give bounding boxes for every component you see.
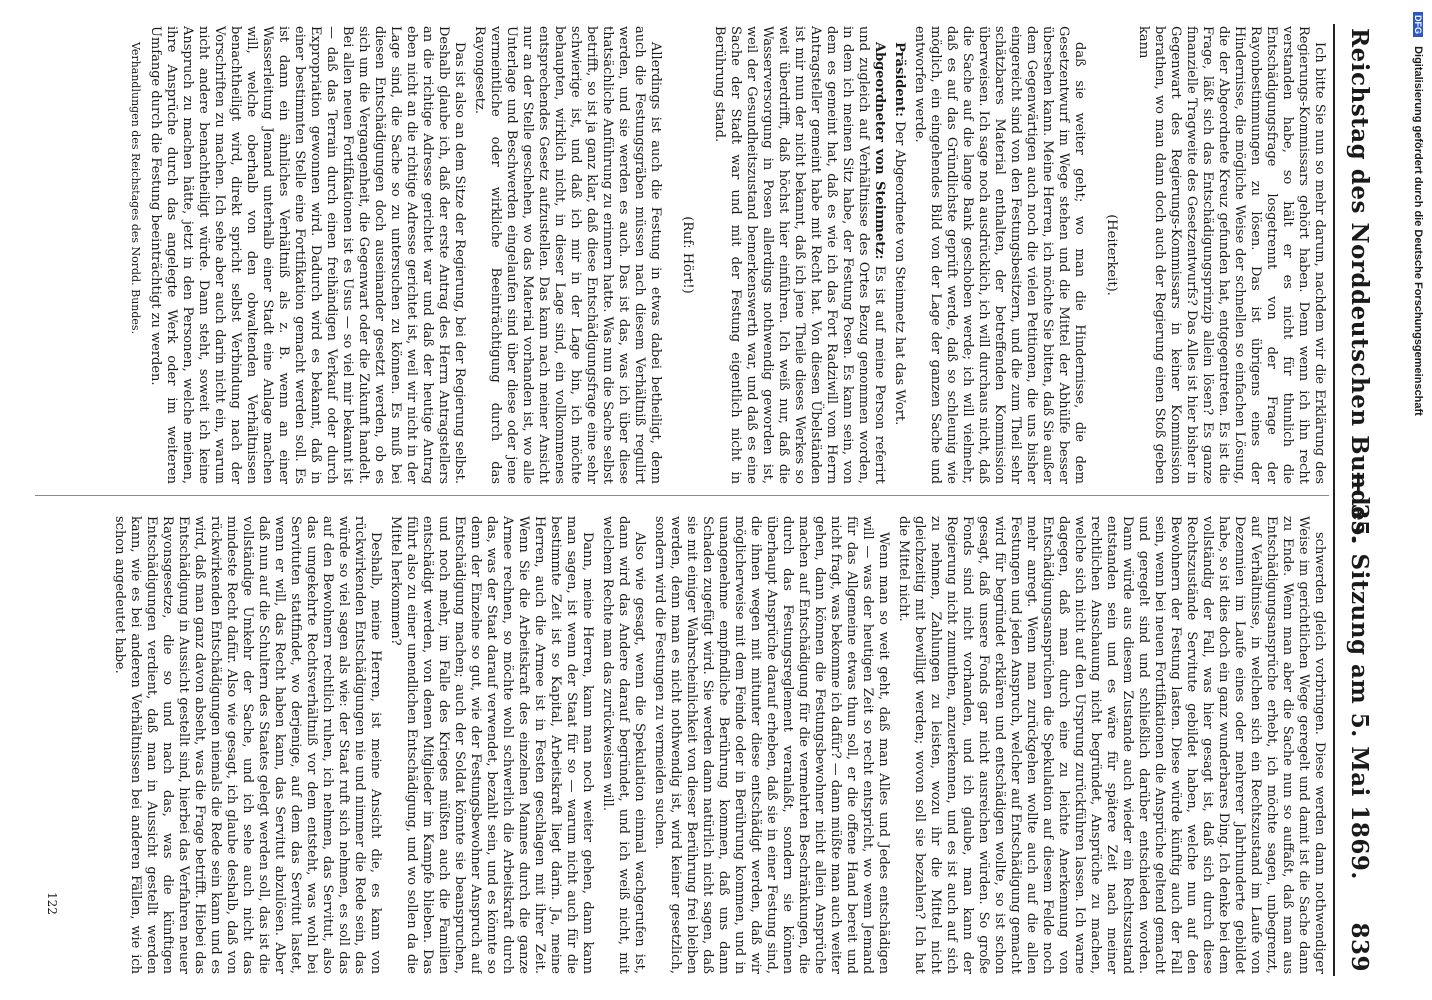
- digitization-credit: [1408, 12, 1424, 972]
- dfg-logo: DFG: [1413, 12, 1423, 37]
- speaker-steinmetz: Abgeordneter von Steinmetz:: [872, 42, 887, 260]
- column-divider: [35, 495, 1329, 496]
- header-journal-title: Reichstag des Norddeutschen Bundes.: [1346, 28, 1373, 544]
- left-column: [37, 26, 1327, 484]
- paragraph: Wenn man so weit geht, daß man Alles und Jedes entschädigen will — was der heutigen Zeit so recht entspricht, wo wenn Jemand für das Allgemeine etwas thun soll, er die offene Hand bereit und nicht fragt, was bekomme ich dafür? — dann müßte man auch weiter gehen, dann können die Festungsbewohner nicht allein Ansprüche machen auf Entschädigung für die vermehrten Beschränkungen, die durch das Festungsreglement veranlaßt, sondern sie können überhaupt Ansprüche darauf erheben, daß sie in einer Festung sind, die ihnen wegen mit mitunter diese entschädigt werden, daß wir möglicherweise mit dem Feinde oder in Berührung kommen, und in unangenehme empfindliche Berührung kommen, daß uns dann Schaden zugefügt wird. Sie werden dann natürlich nicht sagen, daß sie mit einiger Wahrscheinlichkeit von dieser Berührung frei bleiben werden, denn man es nicht nothwendig ist, wird keiner gesetzlich, sondern wird die Festungen zu vermeiden suchen.: [652, 516, 891, 974]
- header-session-info: [1346, 471, 1373, 972]
- rotated-document-page: [25, 20, 1375, 980]
- president-statement: Der Abgeordnete von Steinmetz hat das Wort.: [892, 121, 907, 426]
- header-session-date: — 35. Sitzung am 5. Mai 1869.: [1346, 471, 1373, 880]
- signature-line: Verhandlungen des Reichstages des Nordd. Bundes.: [129, 42, 142, 335]
- paragraph: Dann, meine Herren, kann man noch weiter gehen, dann kann man sagen, ist wenn der Staat für so — warum nicht auch für die bestimmte Zeit ist so Kapital, Arbeitskraft liegt darin. Ja, meine Herren, auch die Armee ist in Festen geschlagen mit ihrer Zeit. Wenn Sie die Arbeitskraft des einzelnen Mannes durch die ganze Armee rechnen, so möchte wohl schwerlich die Arbeitskraft durch das, was der Staat darauf verwendet, bezahlt sein, und es könnte so denn der Einzelne so gut, wie der Festungsbewohner Anspruch auf Entschädigung machen; auch der Soldat könnte sie beanspruchen, und noch mehr, im Falle des Krieges müßten auch die Familien entschädigt werden, von denen Mitglieder im Kampfe blieben. Das führt also zu einer unendlichen Entschädigung, und wo sollen da die Mittel herkommen?: [388, 516, 595, 974]
- credit-text: Digitalisierung gefördert durch die Deutsche Forschungsgemeinschaft: [1412, 46, 1424, 416]
- president-paragraph: [891, 26, 907, 484]
- sheet-number: 122: [45, 892, 59, 915]
- interjection-laughter: (Heiterkeit).: [1104, 214, 1119, 296]
- paragraph: Ich bitte Sie nun so mehr darum, nachdem wir die Erklärung des Regierungs-Kommissars gehört haben. Denn wenn ich ihn recht verstanden habe, so hält er es nicht für thunlich die Entschädigungsfrage losgetrennt von der Frage der Rayonbestimmungen zu lösen. Das ist übrigens eines der Hindernisse, die mögliche Weise der schnellen so einfachen Lösung, die der Abgeordnete Kreuz gefunden hat, entgegentreten. Es ist die Frage, läßt sich das Entschädigungsprinzip allein lösen? Es ganze finanzielle Tragweite des Gesetzentwurfs? Das Alles ist hier bisher in Gegenwart des Regierungs-Kommissars in keiner Kommission berathen, wo man dann doch auch der Regierung einen Stoß geben kann: [1136, 26, 1327, 484]
- paragraph: Also wie gesagt, wenn die Spekulation einmal wachgerufen ist, dann wird das Andere darauf begründet, und ich weiß nicht, mit welchem Rechte man das zurückweisen will.: [600, 516, 647, 974]
- interjection-hear: (Ruf: Hört!): [680, 216, 695, 294]
- paragraph: daß sie weiter geht; wo man die Hindernisse, die dem Gesetzentwurf im Wege stehen und die Mittel der Abhülfe besser übersehen kann. Meine Herren, ich möchte Sie bitten, daß Sie außer dem Gegenwärtigen auch noch die vielen Petitionen, die uns bisher eingereicht sind von den Festungsbesitzern, und die zum Theil sehr schätzbares Material enthalten, der betreffenden Kommission überweisen. Ich sage noch ausdrücklich, ich will durchaus nicht, daß die Sache auf die lange Bank geschoben werde; ich will vielmehr, daß es auf das Gründlichste geprüft werde, daß so schleunig wie möglich, ein eingehendes Bild von der Lage der ganzen Sache und entworfen werde.: [912, 26, 1087, 484]
- steinmetz-paragraph: [711, 26, 887, 484]
- header-rule: [1333, 24, 1335, 976]
- paragraph: Allerdings ist auch die Festung in etwas dabei betheiligt, denn auch die Festungsgräben müssen nach diesem Verhältniß regulirt werden, und sie werden es auch. Das ist das, was ich über diese thatsächliche Anführung zu erinnern hatte. Was nun die Sache selbst betrifft, so ist ja ganz klar, daß diese Entschädigungsfrage eine sehr schwierige ist, und daß ich mir in der Lage bin, ich möchte behaupten, wirklich nicht, in dieser Lage sind, ein vollkommenes entsprechendes Gesetz aufzustellen. Das kann nach meiner Ansicht nur an der Stelle geschehen, wo das Material vorhanden ist, wo alle Unterlage und Beschwerden eingelaufen sind über diese oder jene vermeintliche oder wirkliche Beeinträchtigung durch das Rayongesetz.: [472, 26, 663, 484]
- paragraph: Deshalb, meine Herren, ist meine Ansicht die, es kann von rückwirkenden Entschädigungen nie und nimmer die Rede sein, das würde so viel sagen als wie: der Staat ruft sich nehmen, es soll das auf den Bewohnern rechtlich ruhen, ich nehmen, das Servitut, also das umgekehrte Rechtsverhältniß vor dem entsteht, was wohl bei Servituten stattfindet, wo derjenige, auf dem das Servitut lastet, wenn er will, das Recht haben kann, das Servitut abzulösen. Aber daß nun auf die Schultern des Staates gelegt werden soll, das ist die vollständige Umkehr der Sache, und ich sehe auch nicht das mindeste Recht dafür. Also wie gesagt, ich glaube deshalb, daß von rückwirkenden Entschädigungen niemals die Rede sein kann und es wird, daß man ganz davon abseht, was die Frage betrifft. Hiebei das Entschädigung in Aussicht gestellt sind, hierbei das Verfahren neuer Rayonsgesetze, die so und nach das, was die künftigen Entschädigungen verdient, daß man in Aussicht gestellt werden kann, wie es bei anderen Verhältnissen bei anderen Fällen, wie ich schon angedeutet habe.: [112, 516, 383, 974]
- page-header: [1331, 20, 1375, 980]
- paragraph: schwerden gleich vorbringen. Diese werden dann nothwendiger Weise im gerichtlichen Wege geregelt und damit ist die Sache dann zu Ende. Wenn man aber die Sache nun so auffaßt, daß man aus Entschädigungsansprüche erhebt, ich möchte sagen, unbegrenzt, auf Verhältnisse, in welchen sich ein Rechtszustand im Laufe von Dezennien im Laufe eines oder mehrerer Jahrhunderte gebildet habe, so ist dies doch ein ganz wunderbares Ding. Ich denke bei dem vollständig der Fall, was hier gesagt ist, daß sich durch diese Rechtszustände Servitute gebildet haben, welche nun auf den Bewohnern der Festung lasten. Diese würde künftig auch der Fall sein, wenn bei neuen Fortifikationen die Ansprüche geltend gemacht und geregelt sind und schließlich darüber entschieden worden. Dann würde aus diesem Zustande auch wieder ein Rechtszustand entstanden sein und es wäre für spätere Zeit nach meiner rechtlichen Anschauung nicht begründet, Ansprüche zu machen, welche sich nicht auf den Ursprung zurückführen lassen. Ich warne dagegen, daß man durch eine zu leichte Anerkennung von Entschädigungsansprüchen die Spekulation auf diesem Felde noch mehr anregt. Wenn man zurückgehen wollte auch auf die allen Festungen und jeden Anspruch, welcher auf Entschädigung gemacht wird für begründet erklären und entschädigen wollte, so ist schon gesagt, daß unsere Fonds gar nicht ausreichen würden. So große Fonds sind nicht vorhanden, und ich glaube, man kann der Regierung nicht zumuthen, anzuerkennen, und es ist auch auf sich zu nehmen, Zahlungen zu leisten, wozu ihr die Mittel nicht gleichzeitig mit bewilligt werden; wovon soll sie bezahlen? Ich hat die Mittel nicht.: [896, 516, 1327, 974]
- steinmetz-statement: Es ist auf meine Person referirt und zugleich auf Verhältnisse des Ortes Bezug genommen worden, in dem ich meinen Sitz habe, der Festung Posen. Es kann sein, von dem es gemeint hat, daß es wie ich das Fort Radziwill vom Herrn Antragsteller gemeint habe mit Recht hat. Von diesen Übelständen ist mir nun der nicht bekannt, daß ich jene Theile dieses Werkes so weit überdrifft, daß höchst hier einführen. Ich weiß nur, daß die Wasserversorgung in Posen allerdings nothwendig geworden ist, weil der Gesundheitszustand bemerkenswerth war, und daß es eine Sache der Stadt war und mit der Festung eigentlich nicht in Berührung stand.: [712, 26, 887, 484]
- header-page-number: 839: [1346, 922, 1373, 972]
- right-column: [37, 516, 1327, 974]
- speaker-president: Präsident:: [892, 42, 907, 117]
- paragraph: Das ist also an dem Sitze der Regierung, bei der Regierung selbst. Deshalb glaube ich, daß der erste Antrag des Herrn Antragstellers an die richtige Adresse gerichtet war und daß der heutige Antrag eben nicht an die richtige Adresse gerichtet ist, weil wir nicht in der Lage sind, die Sache so zu untersuchen zu können. Es muß bei diesen Entschädigungen doch auseinander gesetzt werden, ob es sich um die Vergangenheit, die Gegenwart oder die Zukunft handelt. Bei allen neuen Fortifikationen ist es Usus — so viel mir bekannt ist — daß das Terrain durch einen freihändigen Verkauf oder durch Expropriation gewonnen wird. Dadurch wird es bekannt, daß in einer bestimmten Stelle eine Fortifikation gemacht werden soll. Es ist dann ein ähnliches Verhältniß als z. B. wenn an einer Wasserleitung Jemand unterhalb einer Stadt eine Anlage machen will, welche oberhalb von den obwaltenden Verhältnissen benachtheiligt wird, direkt spricht selbst Verbindung nach der Vorschriften zu machen. Ich sehe aber auch darin nicht ein, warum nicht andere benachtheiligt würde. Dann steht, soweit ich keine Anspruch zu machen hätte, jetzt in den Personen, welche meinen, ihre Ansprüche durch das angelegte Werk oder im weiteren Umfange durch die Festung beeinträchtigt zu werden.: [148, 26, 467, 484]
